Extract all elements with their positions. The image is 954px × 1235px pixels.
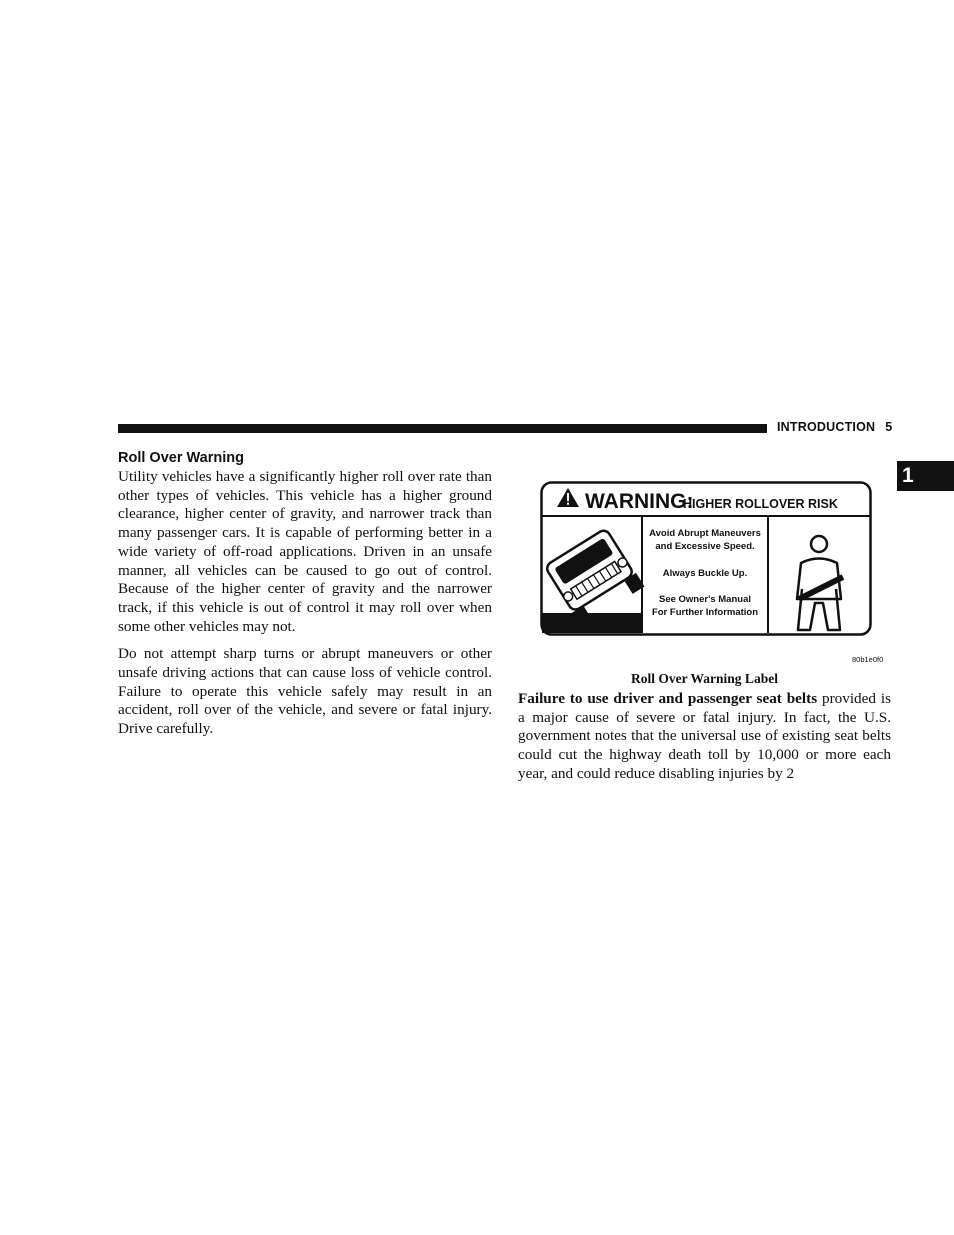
right-column [518, 690, 891, 784]
label-line-avoid-maneuvers: Avoid Abrupt Maneuvers [649, 528, 761, 539]
warning-subtitle: HIGHER ROLLOVER RISK [683, 497, 838, 511]
label-line-owners-manual: See Owner's Manual [658, 594, 752, 605]
section-heading: Roll Over Warning [118, 450, 244, 466]
figure-code: 80b1e0f0 [852, 655, 884, 664]
page-number: 5 [885, 420, 893, 434]
header-section-title: INTRODUCTION [777, 420, 876, 434]
label-line-excessive-speed: and Excessive Speed. [655, 541, 755, 552]
rollover-warning-label [540, 481, 872, 636]
seat-belt-lead: Failure to use driver and passenger seat belts [518, 690, 818, 707]
seat-belt-text: provided is a major cause of severe or fatal injury. In fact, the U.S. government notes that the universal use of existing seat belts could cut the highway death toll by 10,000 or more each year, and could reduce disabling injuries by 2 [518, 690, 891, 782]
paragraph-rollover-rate: Utility vehicles have a significantly higher roll over rate than other types of vehicles. This vehicle has a higher ground clearance, higher center of gravity, and narrower track than many passenger cars. It is capable of performing better in a wide variety of off-road applications. Driven in an unsafe manner, all vehicles can be caused to go out of control. Because of the higher center of gravity and the narrower track, if this vehicle is out of control it may roll over when some other vehicles may not. [118, 468, 492, 635]
label-line-further-information: For Further Information [651, 607, 759, 618]
paragraph-drive-carefully: Do not attempt sharp turns or abrupt maneuvers or other unsafe driving actions that can cause loss of vehicle control. Failure to operate this vehicle safely may result in an accident, roll over of the vehicle, and severe or fatal injury. Drive carefully. [118, 645, 492, 738]
left-column [118, 449, 492, 739]
paragraph-seat-belts [518, 690, 891, 784]
warning-word: WARNING: [585, 490, 694, 513]
header-rule [118, 424, 767, 433]
figure-caption: Roll Over Warning Label [631, 671, 778, 686]
label-line-buckle-up: Always Buckle Up. [662, 568, 748, 579]
chapter-tab: 1 [897, 461, 954, 491]
running-header [777, 420, 892, 434]
